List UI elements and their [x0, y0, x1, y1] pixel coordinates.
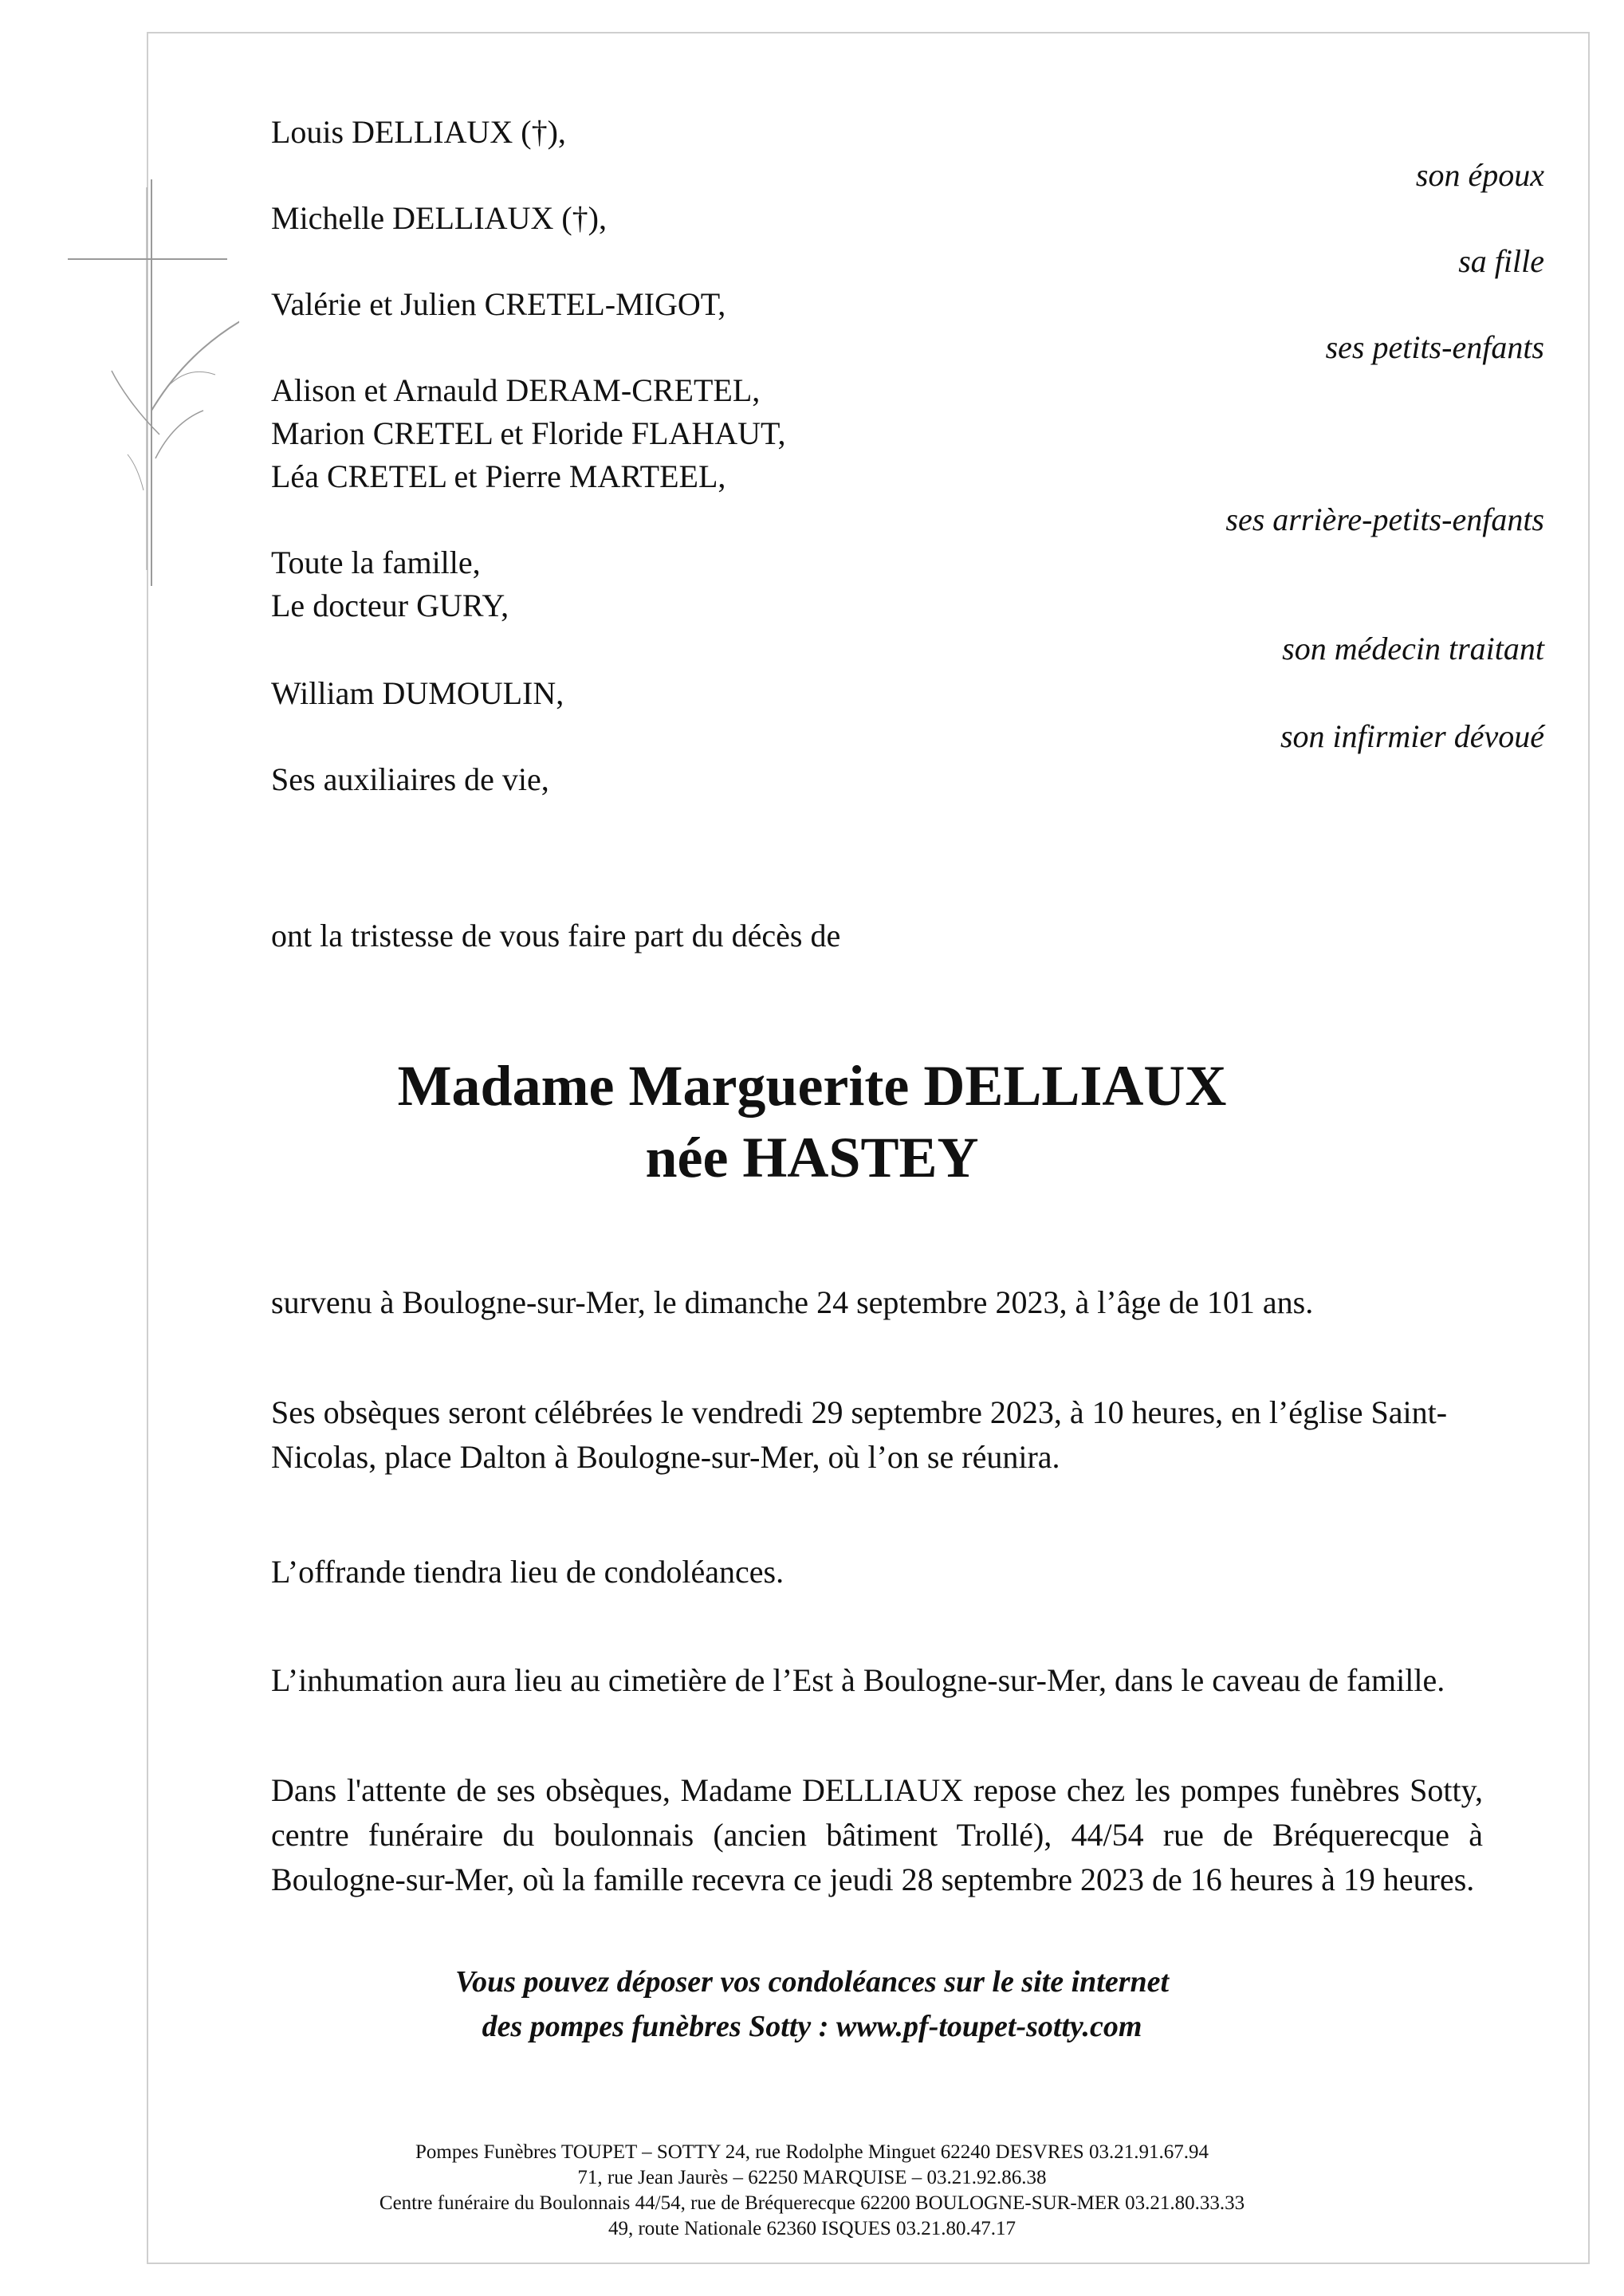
wake-details: Dans l'attente de ses obsèques, Madame DELLIAUX repose chez les pompes funèbres Sotty, centre funéraire du boulonnais (ancien bâtiment Trollé), 44/54 rue de Bréquerecque à Boulogne-sur-Mer, où la famille recevra ce jeudi 28 septembre 2023 de 16 heures à 19 heures.: [271, 1772, 1483, 1897]
funeral-details: Ses obsèques seront célébrées le vendredi 29 septembre 2023, à 10 heures, en l’église Saint-Nicolas, place Dalton à Boulogne-sur-Mer, où l’on se réunira.: [271, 1394, 1448, 1475]
family-alison: Alison et Arnauld DERAM-CRETEL,: [271, 372, 761, 408]
role-epoux: son époux: [1415, 157, 1544, 193]
family-william: William DUMOULIN,: [271, 675, 564, 711]
role-fille: sa fille: [1458, 243, 1544, 279]
footer-line-1: Pompes Funèbres TOUPET – SOTTY 24, rue Rodolphe Minguet 62240 DESVRES 03.21.91.67.94: [415, 2141, 1209, 2163]
role-medecin: son médecin traitant: [1282, 631, 1544, 666]
footer-line-2: 71, rue Jean Jaurès – 62250 MARQUISE – 03.21.92.86.38: [577, 2167, 1047, 2188]
role-infirmier: son infirmier dévoué: [1280, 718, 1544, 754]
role-petits-enfants: ses petits-enfants: [1325, 329, 1544, 365]
footer-line-4: 49, route Nationale 62360 ISQUES 03.21.80.47.17: [608, 2218, 1016, 2239]
family-gury: Le docteur GURY,: [271, 588, 509, 623]
family-michelle: Michelle DELLIAUX (†),: [271, 200, 607, 236]
condolences-line-2: des pompes funèbres Sotty : www.pf-toupet-sotty.com: [482, 2010, 1142, 2043]
offering-details: L’offrande tiendra lieu de condoléances.: [271, 1554, 784, 1590]
death-details: survenu à Boulogne-sur-Mer, le dimanche 24 septembre 2023, à l’âge de 101 ans.: [271, 1284, 1314, 1320]
deceased-maiden-name: née HASTEY: [645, 1126, 979, 1189]
family-lea: Léa CRETEL et Pierre MARTEEL,: [271, 458, 726, 494]
announcement-text: ont la tristesse de vous faire part du décès de: [271, 918, 841, 953]
family-louis: Louis DELLIAUX (†),: [271, 114, 566, 150]
role-arriere-petits-enfants: ses arrière-petits-enfants: [1225, 501, 1544, 537]
deceased-name: Madame Marguerite DELLIAUX: [397, 1054, 1227, 1118]
condolences-line-1: Vous pouvez déposer vos condoléances sur le site internet: [454, 1965, 1170, 1999]
family-auxiliaires: Ses auxiliaires de vie,: [271, 761, 549, 797]
cross-with-lily-icon: [64, 171, 239, 602]
burial-details: L’inhumation aura lieu au cimetière de l’Est à Boulogne-sur-Mer, dans le caveau de famille.: [271, 1662, 1445, 1698]
family-valerie: Valérie et Julien CRETEL-MIGOT,: [271, 286, 726, 322]
family-marion: Marion CRETEL et Floride FLAHAUT,: [271, 415, 786, 451]
family-toute: Toute la famille,: [271, 545, 481, 580]
footer-line-3: Centre funéraire du Boulonnais 44/54, rue de Bréquerecque 62200 BOULOGNE-SUR-MER 03.21.80.33.33: [379, 2192, 1245, 2214]
